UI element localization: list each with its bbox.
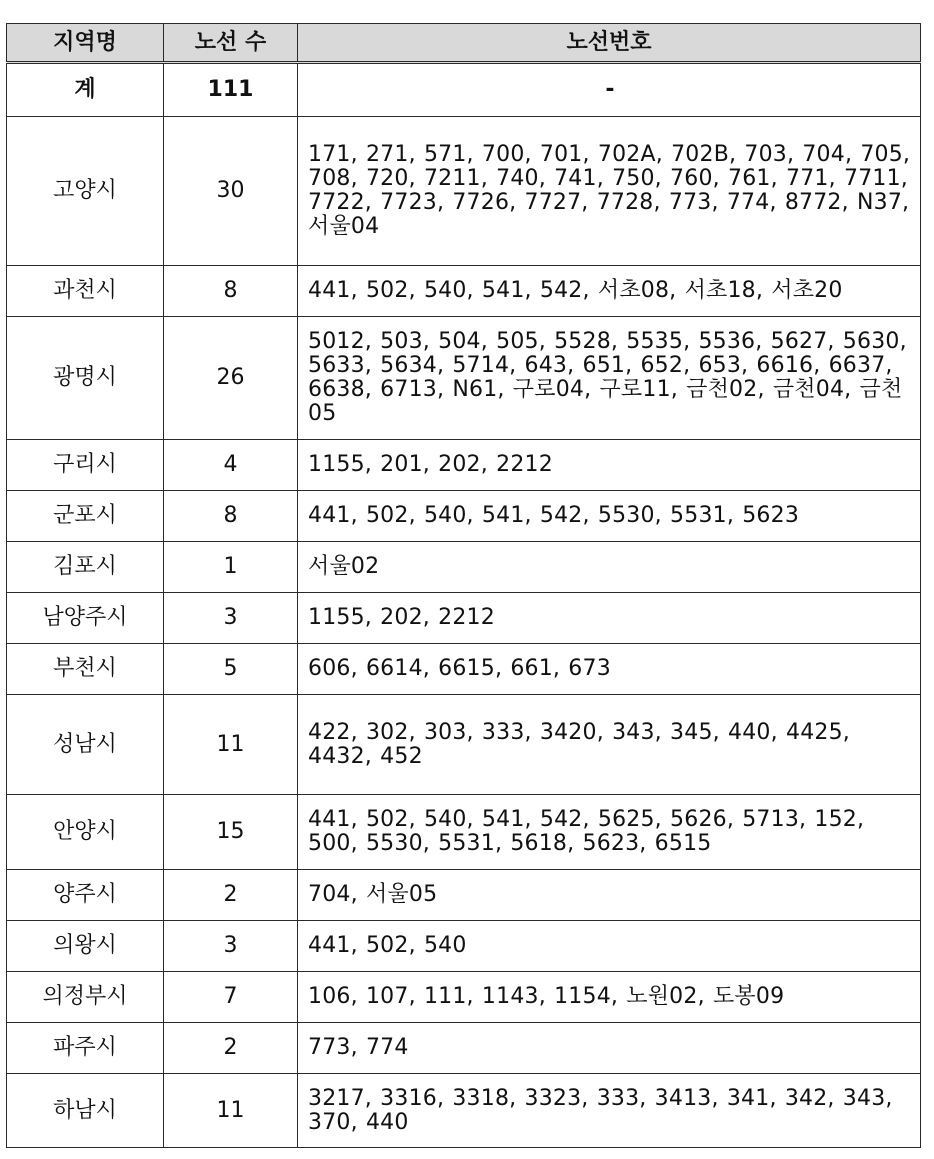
header-row <box>7 24 921 63</box>
region-name: 양주시 <box>7 870 164 921</box>
region-name: 부천시 <box>7 644 164 695</box>
table-row <box>7 695 921 795</box>
route-count: 8 <box>164 266 298 317</box>
route-count: 3 <box>164 593 298 644</box>
route-count: 1 <box>164 542 298 593</box>
route-numbers: 422, 302, 303, 333, 3420, 343, 345, 440, 4425, 4432, 452 <box>298 695 921 795</box>
route-numbers: 441, 502, 540, 541, 542, 서초08, 서초18, 서초20 <box>298 266 921 317</box>
route-numbers: 441, 502, 540, 541, 542, 5530, 5531, 5623 <box>298 491 921 542</box>
route-numbers: 704, 서울05 <box>298 870 921 921</box>
route-numbers: 5012, 503, 504, 505, 5528, 5535, 5536, 5627, 5630, 5633, 5634, 5714, 643, 651, 652, 653, 6616, 6637, 6638, 6713, N61, 구로04, 구로11, 금천02, 금천04, 금천05 <box>298 317 921 440</box>
table-row <box>7 1023 921 1074</box>
table-row <box>7 593 921 644</box>
region-name: 김포시 <box>7 542 164 593</box>
table-row <box>7 117 921 266</box>
route-numbers: 441, 502, 540, 541, 542, 5625, 5626, 5713, 152, 500, 5530, 5531, 5618, 5623, 6515 <box>298 795 921 870</box>
route-count: 4 <box>164 440 298 491</box>
route-table <box>6 23 921 1148</box>
route-numbers: 1155, 202, 2212 <box>298 593 921 644</box>
table-row <box>7 440 921 491</box>
total-count: 111 <box>164 63 298 117</box>
region-name: 안양시 <box>7 795 164 870</box>
table-row <box>7 972 921 1023</box>
table-row <box>7 317 921 440</box>
route-numbers: 1155, 201, 202, 2212 <box>298 440 921 491</box>
route-numbers: 서울02 <box>298 542 921 593</box>
region-name: 남양주시 <box>7 593 164 644</box>
route-count: 7 <box>164 972 298 1023</box>
table-row <box>7 542 921 593</box>
table-row <box>7 266 921 317</box>
route-count: 8 <box>164 491 298 542</box>
region-name: 고양시 <box>7 117 164 266</box>
region-name: 과천시 <box>7 266 164 317</box>
route-count: 26 <box>164 317 298 440</box>
header-region: 지역명 <box>7 24 164 63</box>
region-name: 광명시 <box>7 317 164 440</box>
region-name: 군포시 <box>7 491 164 542</box>
route-numbers: 441, 502, 540 <box>298 921 921 972</box>
header-route-count: 노선 수 <box>164 24 298 63</box>
route-count: 5 <box>164 644 298 695</box>
region-name: 의정부시 <box>7 972 164 1023</box>
table-row <box>7 921 921 972</box>
route-count: 2 <box>164 1023 298 1074</box>
total-row <box>7 63 921 117</box>
route-numbers: 773, 774 <box>298 1023 921 1074</box>
table-row <box>7 491 921 542</box>
route-count: 11 <box>164 695 298 795</box>
header-route-numbers: 노선번호 <box>298 24 921 63</box>
table-row <box>7 870 921 921</box>
region-name: 의왕시 <box>7 921 164 972</box>
route-numbers: 106, 107, 111, 1143, 1154, 노원02, 도봉09 <box>298 972 921 1023</box>
table-row <box>7 644 921 695</box>
region-name: 하남시 <box>7 1074 164 1148</box>
route-numbers: 3217, 3316, 3318, 3323, 333, 3413, 341, 342, 343, 370, 440 <box>298 1074 921 1148</box>
route-numbers: 171, 271, 571, 700, 701, 702A, 702B, 703, 704, 705, 708, 720, 7211, 740, 741, 750, 760, 761, 771, 7711, 7722, 7723, 7726, 7727, 7728, 773, 774, 8772, N37, 서울04 <box>298 117 921 266</box>
region-name: 성남시 <box>7 695 164 795</box>
total-routes: - <box>298 63 921 117</box>
table-row <box>7 795 921 870</box>
region-name: 파주시 <box>7 1023 164 1074</box>
route-count: 2 <box>164 870 298 921</box>
region-name: 구리시 <box>7 440 164 491</box>
route-count: 15 <box>164 795 298 870</box>
route-numbers: 606, 6614, 6615, 661, 673 <box>298 644 921 695</box>
route-count: 3 <box>164 921 298 972</box>
total-label: 계 <box>7 63 164 117</box>
route-count: 30 <box>164 117 298 266</box>
route-count: 11 <box>164 1074 298 1148</box>
table-row <box>7 1074 921 1148</box>
